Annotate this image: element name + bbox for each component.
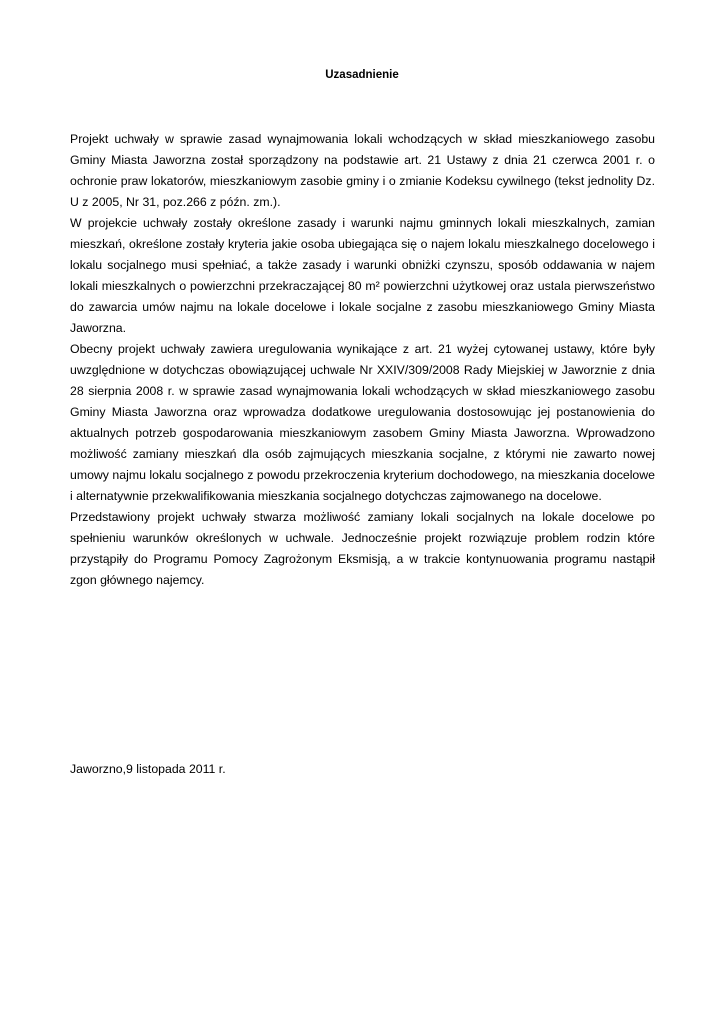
paragraph-legal-basis: Projekt uchwały w sprawie zasad wynajmowania lokali wchodzących w skład mieszkaniowego zasobu Gminy Miasta Jaworzna został sporządzony na podstawie art. 21 Ustawy z dnia 21 czerwca 2001 r. o ochronie praw lokatorów, mieszkaniowym zasobie gminy i o zmianie Kodeksu cywilnego (tekst jednolity Dz. U z 2005, Nr 31, poz.266 z późn. zm.). <box>70 132 655 209</box>
document-body <box>70 129 655 591</box>
place-and-date: Jaworzno,9 listopada 2011 r. <box>70 762 226 776</box>
document-title: Uzasadnienie <box>325 69 399 81</box>
paragraph-exchange-possibility: Przedstawiony projekt uchwały stwarza możliwość zamiany lokali socjalnych na lokale docelowe po spełnieniu warunków określonych w uchwale. Jednocześnie projekt rozwiązuje problem rodzin które przystąpiły do Programu Pomocy Zagrożonym Eksmisją, a w trakcie kontynuowania programu nastąpił zgon głównego najemcy. <box>70 510 655 587</box>
paragraph-current-regulations: Obecny projekt uchwały zawiera uregulowania wynikające z art. 21 wyżej cytowanej ustawy, które były uwzględnione w dotychczas obowiązującej uchwale Nr XXIV/309/2008 Rady Miejskiej w Jaworznie z dnia 28 sierpnia 2008 r. w sprawie zasad wynajmowania lokali wchodzących w skład mieszkaniowego zasobu Gminy Miasta Jaworzna oraz wprowadza dodatkowe uregulowania dostosowując jej postanowienia do aktualnych potrzeb gospodarowania mieszkaniowym zasobem Gminy Miasta Jaworzna. Wprowadzono możliwość zamiany mieszkań dla osób zajmujących mieszkania socjalne, z którymi nie zawarto nowej umowy najmu lokalu socjalnego z powodu przekroczenia kryterium dochodowego, na mieszkania docelowe i alternatywnie przekwalifikowania mieszkania socjalnego dotychczas zajmowanego na docelowe. <box>70 342 655 503</box>
paragraph-rules-scope: W projekcie uchwały zostały określone zasady i warunki najmu gminnych lokali mieszkalnych, zamian mieszkań, określone zostały kryteria jakie osoba ubiegająca się o najem lokalu mieszkalnego docelowego i lokalu socjalnego musi spełniać, a także zasady i warunki obniżki czynszu, sposób oddawania w najem lokali mieszkalnych o powierzchni przekraczającej 80 m² powierzchni użytkowej oraz ustala pierwszeństwo do zawarcia umów najmu na lokale docelowe i lokale socjalne z zasobu mieszkaniowego Gminy Miasta Jaworzna. <box>70 216 655 335</box>
